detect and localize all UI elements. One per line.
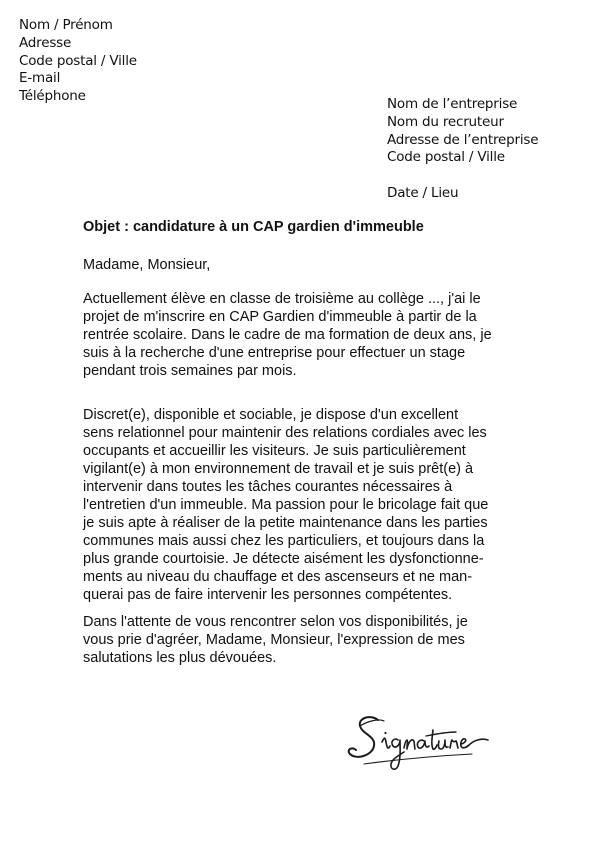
- letter-subject: Objet : candidature à un CAP gardien d'immeuble: [83, 219, 424, 235]
- sender-email: E-mail: [19, 70, 61, 87]
- body-paragraph-3: [83, 613, 468, 667]
- paragraph-line: communes mais aussi chez les particuliers, et toujours dans la: [83, 533, 485, 549]
- paragraph-line: suis à la recherche d'une entreprise pour effectuer un stage: [83, 345, 466, 361]
- sender-name: Nom / Prénom: [19, 17, 113, 33]
- letter-salutation: Madame, Monsieur,: [83, 257, 211, 273]
- recipient-company-address: Adresse de l’entreprise: [387, 131, 539, 148]
- paragraph-line: pendant trois semaines par mois.: [83, 363, 297, 379]
- date-place: Date / Lieu: [387, 185, 459, 201]
- paragraph-line: vous prie d'agréer, Madame, Monsieur, l'expression de mes: [83, 632, 465, 648]
- paragraph-line: Dans l'attente de vous rencontrer selon vos disponibilités, je: [83, 614, 468, 630]
- paragraph-line: plus grande courtoisie. Je détecte aisément les dysfonctionne-: [83, 551, 484, 567]
- handwritten-signature: [344, 712, 494, 774]
- paragraph-line: intervenir dans toutes les tâches courantes nécessaires à: [83, 479, 453, 495]
- body-paragraph-1: [83, 290, 492, 380]
- paragraph-line: Discret(e), disponible et sociable, je dispose d'un excellent: [83, 407, 459, 423]
- body-paragraph-2: [83, 406, 488, 604]
- paragraph-line: salutations les plus dévouées.: [83, 650, 277, 666]
- paragraph-line: je suis apte à réaliser de la petite maintenance dans les parties: [83, 515, 488, 531]
- paragraph-line: rentrée scolaire. Dans le cadre de ma formation de deux ans, je: [83, 327, 492, 343]
- paragraph-line: occupants et accueillir les visiteurs. Je suis particulièrement: [83, 443, 466, 459]
- paragraph-line: projet de m'inscrire en CAP Gardien d'immeuble à partir de la: [83, 309, 477, 325]
- paragraph-line: l'entretien d'un immeuble. Ma passion pour le bricolage fait que: [83, 497, 489, 513]
- recipient-block: [387, 96, 538, 167]
- paragraph-line: Actuellement élève en classe de troisième au collège ..., j'ai le: [83, 291, 481, 307]
- recipient-recruiter: Nom du recruteur: [387, 113, 504, 130]
- paragraph-line: querai pas de faire intervenir les personnes compétentes.: [83, 587, 453, 603]
- paragraph-line: vigilant(e) à mon environnement de travail et je suis prêt(e) à: [83, 461, 474, 477]
- recipient-company: Nom de l’entreprise: [387, 96, 518, 112]
- paragraph-line: sens relationnel pour maintenir des relations cordiales avec les: [83, 425, 487, 441]
- recipient-postal-city: Code postal / Ville: [387, 149, 505, 166]
- sender-postal-city: Code postal / Ville: [19, 52, 137, 69]
- paragraph-line: ments au niveau du chauffage et des ascenseurs et ne man-: [83, 569, 473, 585]
- sender-phone: Téléphone: [19, 88, 86, 105]
- sender-address: Adresse: [19, 34, 72, 51]
- sender-block: [19, 17, 137, 106]
